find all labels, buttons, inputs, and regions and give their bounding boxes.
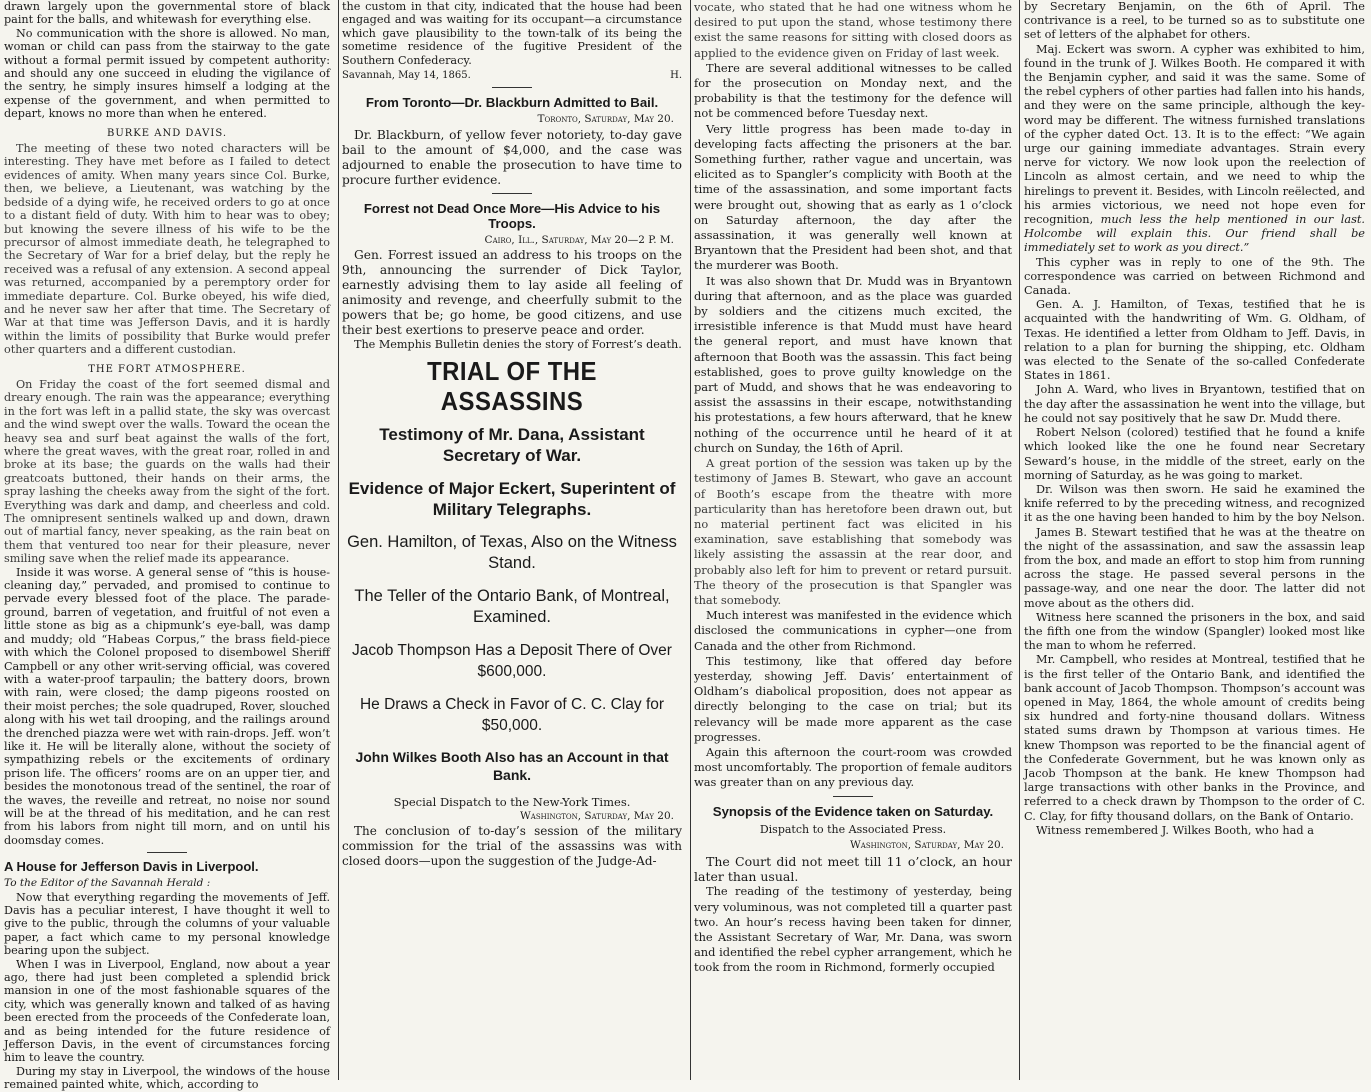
continuation-text: the custom in that city, indicated that the house had been engaged and was waiting for its occupant—a circumstance which gave plausibility to the town-talk of its being the sometime residence of the fugitive President of the Southern Confederacy. — [342, 0, 682, 67]
memphis-note: The Memphis Bulletin denies the story of Forrest’s death. — [354, 338, 682, 352]
paragraph-7: This testimony, like that offered day before yesterday, showing Jeff. Davis’ entertainment of Oldham’s diabolical proposition, does not appear as directly belonging to the case on trial; but its relevancy will be made more apparent as the case progresses. — [694, 653, 1012, 744]
divider — [833, 796, 873, 797]
washington-dateline: Washington, Saturday, May 20. — [519, 810, 674, 823]
paragraph-1: vocate, who stated that he had one witness whom he desired to put upon the stand, whose testimony there exist the same reasons for sitting with closed doors as applied to the evidence given on Friday of last week. — [694, 0, 1012, 60]
synopsis-heading: Synopsis of the Evidence taken on Saturday. — [712, 803, 994, 819]
paragraph-4: Gen. A. J. Hamilton, of Texas, testified that he is acquainted with the handwriting of Wm. G. Oldham, of Texas. He identified a letter from Oldham to Jeff. Davis, in relation to a plan for burning the shipping, etc. Oldham was elected to the Senate of the so-called Confederate States in 1861. — [1024, 298, 1365, 383]
paragraph-2: There are several additional witnesses to be called for the prosecution on Monday next, and the probability is that the testimony for the defence will not be commenced before Tuesday next. — [694, 60, 1012, 121]
fort-atmosphere-heading: THE FORT ATMOSPHERE. — [88, 363, 246, 375]
subheading-ontario-bank: The Teller of the Ontario Bank, of Montreal, Examined. — [354, 586, 670, 626]
paragraph-10: The reading of the testimony of yesterday, being very voluminous, was not completed till a quarter past two. An hour’s recess having been taken for dinner, the Assistant Secretary of War, Mr. Dana, was sworn and identified the rebel cypher arrangement, which he took from the room in Richmond, formerly occupied — [694, 884, 1012, 975]
forrest-heading: Forrest not Dead Once More—His Advice to his Troops. — [363, 200, 661, 231]
signature-place-date: Savannah, May 14, 1865. — [342, 70, 471, 82]
conclusion-text: The conclusion of to-day’s session of the military commission for the trial of the assassins was with closed doors—upon the suggestion of the Judge-Ad- — [342, 824, 682, 869]
paragraph-5: A great portion of the session was taken up by the testimony of James B. Stewart, who gave an account of Booth’s escape from the theatre with more particularity than has heretofore been drawn out, but no material pertinent fact was elicited in his examination, save establishing that somebody was likely assisting the assassin at the rear door, and probably also left for him to prevent or retard pursuit. The theory of the prosecution is that Spangler was that somebody. — [694, 456, 1012, 607]
intro-paragraph-2: No communication with the shore is allowed. No man, woman or child can pass from the stairway to the gate without a formal permit issued by competent authority: and should any one succeed in eluding the vigilance of the sentry, he simply insures himself a lodging at the expense of the government, and when permitted to depart, knows no more than when he entered. — [4, 26, 330, 121]
paragraph-6: Robert Nelson (colored) testified that he found a knife which looked like the one he found near Secretary Seward’s house, in the middle of the street, early on the morning of Saturday, as he was going to market. — [1024, 426, 1365, 482]
paragraph-4: It was also shown that Dr. Mudd was in Bryantown during that afternoon, and as the place was guarded by soldiers and the citizens much excited, the irresistible inference is that Mudd must have heard the general report, and must have known that afternoon that Booth was the assassin. This fact being established, goes to prove guilty knowledge on the part of Mudd, and shows that he was endeavoring to assist the assassins in their escape, notwithstanding his protestations, a few hours afterward, that he knew nothing of the occurrence until he heard of it at church on Sunday, the 16th of April. — [694, 273, 1012, 455]
forrest-dateline: Cairo, Ill., Saturday, May 20—2 P. M. — [484, 233, 674, 246]
column-1 — [0, 0, 336, 1092]
burke-davis-heading: BURKE AND DAVIS. — [106, 127, 227, 139]
special-dispatch: Special Dispatch to the New-York Times. — [393, 794, 631, 809]
paragraph-3: Very little progress has been made to-day in developing facts affecting the prisoners at the bar. Something further, rather vague and uncertain, was elicited as to Spangler’s complicity with Booth at the time of the assassination, and some important facts were brought out, showing that as early as 1 o’clock on Saturday afternoon, the day after the assassination, it was generally well known at Bryantown that the President had been shot, and that the murderer was Booth. — [694, 121, 1012, 273]
cypher-italic-text: much less the help mentioned in our last. Holcombe will explain this. Our friend shall be immediately set to work as you direct.” — [1024, 213, 1366, 255]
paragraph-9: The Court did not meet till 11 o’clock, an hour later than usual. — [694, 853, 1012, 885]
eckert-testimony: Maj. Eckert was sworn. A cypher was exhibited to him, found in the trunk of J. Wilkes Booth. He compared it with the Benjamin cypher, and said it was the same. Some of the rebel cyphers of other parties had fallen into his hands, and they were on the same principle, although the key-word may be different. The witness furnished translations of the cypher dated Oct. 13. It is to the effect: “We again urge our gaining immediate advantages. Strain every nerve for victory. We now look upon the reelection of Lincoln as almost certain, and we need to whip the hirelings to prevent it. Besides, with Lincoln reëlected, and his armies victorious, we need not hope even for recognition, — [1024, 42, 1365, 227]
paragraph-11: Witness remembered J. Wilkes Booth, who had a — [1036, 823, 1314, 837]
inside-text: Inside it was worse. A general sense of “this is house-cleaning day,” pervaded, and promised to continue to pervade every blessed foot of the place. The parade-ground, barren of vegetation, and fruitful of not even a little stone as big as a chipmunk’s eye-ball, was damp and muddy; old “Habeas Corpus,” the brass field-piece with which the Colonel proposed to disembowel Sheriff Campbell or any other writ-serving official, was covered with a water-proof tarpaulin; the battery doors, brown with rain, were closed; the damp pigeons roosted on their moist perches; the sole quadruped, Rover, slouched along with his wet tail drooping, and the railings around the drenched piazza were wet with rain-drops. Jeff. won’t like it. He will be literally alone, without the society of sympathizing rebels or the excitements of ordinary prison life. The officers’ rooms are on an upper tier, and besides the monotonous tread of the sentinel, the roar of the waves, the reveille and retreat, no noise nor sound will be at the thread of his meditation, and he can rest from his labors from night till morn, and on until his doomsday comes. — [4, 565, 331, 847]
paragraph-3: This cypher was in reply to one of the 9th. The correspondence was carried on between Richmond and Canada. — [1024, 255, 1365, 298]
subheading-eckert: Evidence of Major Eckert, Superintent of Military Telegraphs. — [348, 478, 676, 519]
paragraph-8: James B. Stewart testified that he was at the theatre on the night of the assassination, and saw the assassin leap from the box, and made an effort to stop him from running across the stage. He passed several persons in the passage-way, and one near the door. The latter did not move about as the others did. — [1024, 525, 1365, 610]
subheading-clay-check: He Draws a Check in Favor of C. C. Clay for $50,000. — [359, 695, 665, 734]
column-2 — [336, 0, 688, 1080]
subheading-thompson-deposit: Jacob Thompson Has a Deposit There of Over $600,000. — [352, 641, 672, 680]
forrest-text: Gen. Forrest issued an address to his troops on the 9th, announcing the surrender of Dick Taylor, earnestly advising them to lay aside all feeling of animosity and revenge, and cheerfully submit to the powers that be; go home, be good citizens, and use their best exertions to preserve peace and order. — [342, 248, 682, 338]
paragraph-7: Dr. Wilson was then sworn. He said he examined the knife referred to by the preceding witness, and recognized it as the one having been handed to him by the boy Nelson. — [1024, 482, 1365, 525]
paragraph-1: by Secretary Benjamin, on the 6th of April. The contrivance is a reel, to be turned so as to substitute one set of letters of the alphabet for others. — [1024, 0, 1365, 42]
subheading-hamilton: Gen. Hamilton, of Texas, Also on the Witness Stand. — [347, 532, 677, 572]
liverpool-house-heading: A House for Jefferson Davis in Liverpool. — [4, 859, 259, 875]
divider — [492, 87, 532, 88]
toronto-heading: From Toronto—Dr. Blackburn Admitted to Bail. — [365, 95, 659, 111]
toronto-dateline: Toronto, Saturday, May 20. — [537, 113, 674, 126]
toronto-text: Dr. Blackburn, of yellow fever notoriety, to-day gave bail to the amount of $4,000, and the case was adjourned to enable the prosecution to have time to procure further evidence. — [342, 127, 682, 187]
column-rule — [1019, 0, 1020, 1080]
liverpool-paragraph-3: During my stay in Liverpool, the windows of the house remained painted white, which, according to — [4, 1064, 330, 1092]
intro-paragraph-1: drawn largely upon the governmental store of black paint for the balls, and whitewash for everything else. — [4, 0, 330, 27]
column-rule — [338, 0, 339, 1080]
signature-line — [342, 69, 682, 82]
fort-atmosphere-text: On Friday the coast of the fort seemed dismal and dreary enough. The rain was the appearance; everything in the fort was left in a pallid state, the sky was overcast and the wind swept over the walls. Toward the ocean the heavy sea and surf beat against the walls of the fort, where the great waves, with the great roar, rolled in and broke at its base; the guards on the walls had their greatcoats buttoned, their hands on their arms, the spray lashing the cheeks away from the sight of the fort. Everything was dark and damp, and cheerless and cold. The omnipresent sentinels walked up and down, drawn out of martial fancy, never speaking, as the rain beat on them that ventured too near for their pleasure, never smiling save when the relief made its appearance. — [4, 377, 330, 566]
associated-press-dispatch: Dispatch to the Associated Press. — [759, 822, 947, 836]
trial-title: TRIAL OF THE ASSASSINS — [427, 355, 597, 416]
paragraph-2 — [1024, 43, 1365, 256]
signature-initial: H. — [670, 70, 682, 82]
column-rule — [690, 0, 691, 1080]
paragraph-8: Again this afternoon the court-room was crowded most uncomfortably. The proportion of female auditors was greater than on any previous day. — [694, 744, 1012, 790]
paragraph-6: Much interest was manifested in the evidence which disclosed the communications in cypher—one from Canada and the other from Richmond. — [694, 608, 1012, 653]
synopsis-dateline: Washington, Saturday, May 20. — [849, 838, 1004, 851]
editor-salutation: To the Editor of the Savannah Herald : — [4, 877, 211, 890]
divider — [492, 193, 532, 194]
column-3 — [688, 0, 1018, 1080]
burke-davis-text: The meeting of these two noted characters will be interesting. They have met before as I failed to detect evidences of amity. When many years since Col. Burke, then, we believe, a Lieutenant, was watching by the bedside of a dying wife, he received orders to go at once to a distant field of duty. With him to hear was to obey; but knowing the severe illness of his wife to be the precursor of almost immediate death, he telegraphed to the Secretary of War for a brief delay, but the reply he received was a refusal of any extension. A second appeal was returned, accompanied by a peremptory order for immediate departure. Col. Burke obeyed, his wife died, and he never saw her after that time. The Secretary of War at that time was Jefferson Davis, and it is hardly within the limits of possibility that Burke would prefer other quarters and a different custodian. — [4, 142, 330, 357]
column-4 — [1018, 0, 1371, 1080]
paragraph-5: John A. Ward, who lives in Bryantown, testified that on the day after the assassination he went into the village, but he could not say positively that he saw Dr. Mudd there. — [1024, 383, 1365, 425]
liverpool-paragraph-1: Now that everything regarding the movements of Jeff. Davis has a peculiar interest, I have thought it well to give to the public, through the columns of your valuable paper, a fact which came to my personal knowledge bearing upon the subject. — [4, 890, 330, 958]
divider — [147, 852, 187, 853]
subheading-booth-account: John Wilkes Booth Also has an Account in that Bank. — [355, 748, 669, 783]
liverpool-paragraph-2: When I was in Liverpool, England, now about a year ago, there had just been completed a splendid brick mansion in one of the most fashionable squares of the city, which was generally known and talked of as having been erected from the proceeds of the Confederate loan, and as being intended for the future residence of Jefferson Davis, in the event of circumstances forcing him to leave the country. — [4, 957, 330, 1065]
paragraph-10: Mr. Campbell, who resides at Montreal, testified that he is the first teller of the Ontario Bank, and identified the bank account of Jacob Thompson. Thompson’s account was opened in May, 1864, the whole amount of credits being six hundred and forty-nine thousand dollars. Witness stated sums drawn by Thompson at various times. He knew Thompson was reported to be the financial agent of the Confederate Government, but he was known only as Jacob Thompson at the bank. He knew Thompson had large transactions with other banks in the Province, and referred to a check drawn by Thompson to the order of C. C. Clay, for fifty thousand dollars, on the Bank of Ontario. — [1024, 653, 1365, 823]
subheading-dana: Testimony of Mr. Dana, Assistant Secretary of War. — [379, 424, 645, 465]
paragraph-9: Witness here scanned the prisoners in the box, and said the fifth one from the window (Spangler) looked most like the man to whom he referred. — [1024, 610, 1365, 653]
